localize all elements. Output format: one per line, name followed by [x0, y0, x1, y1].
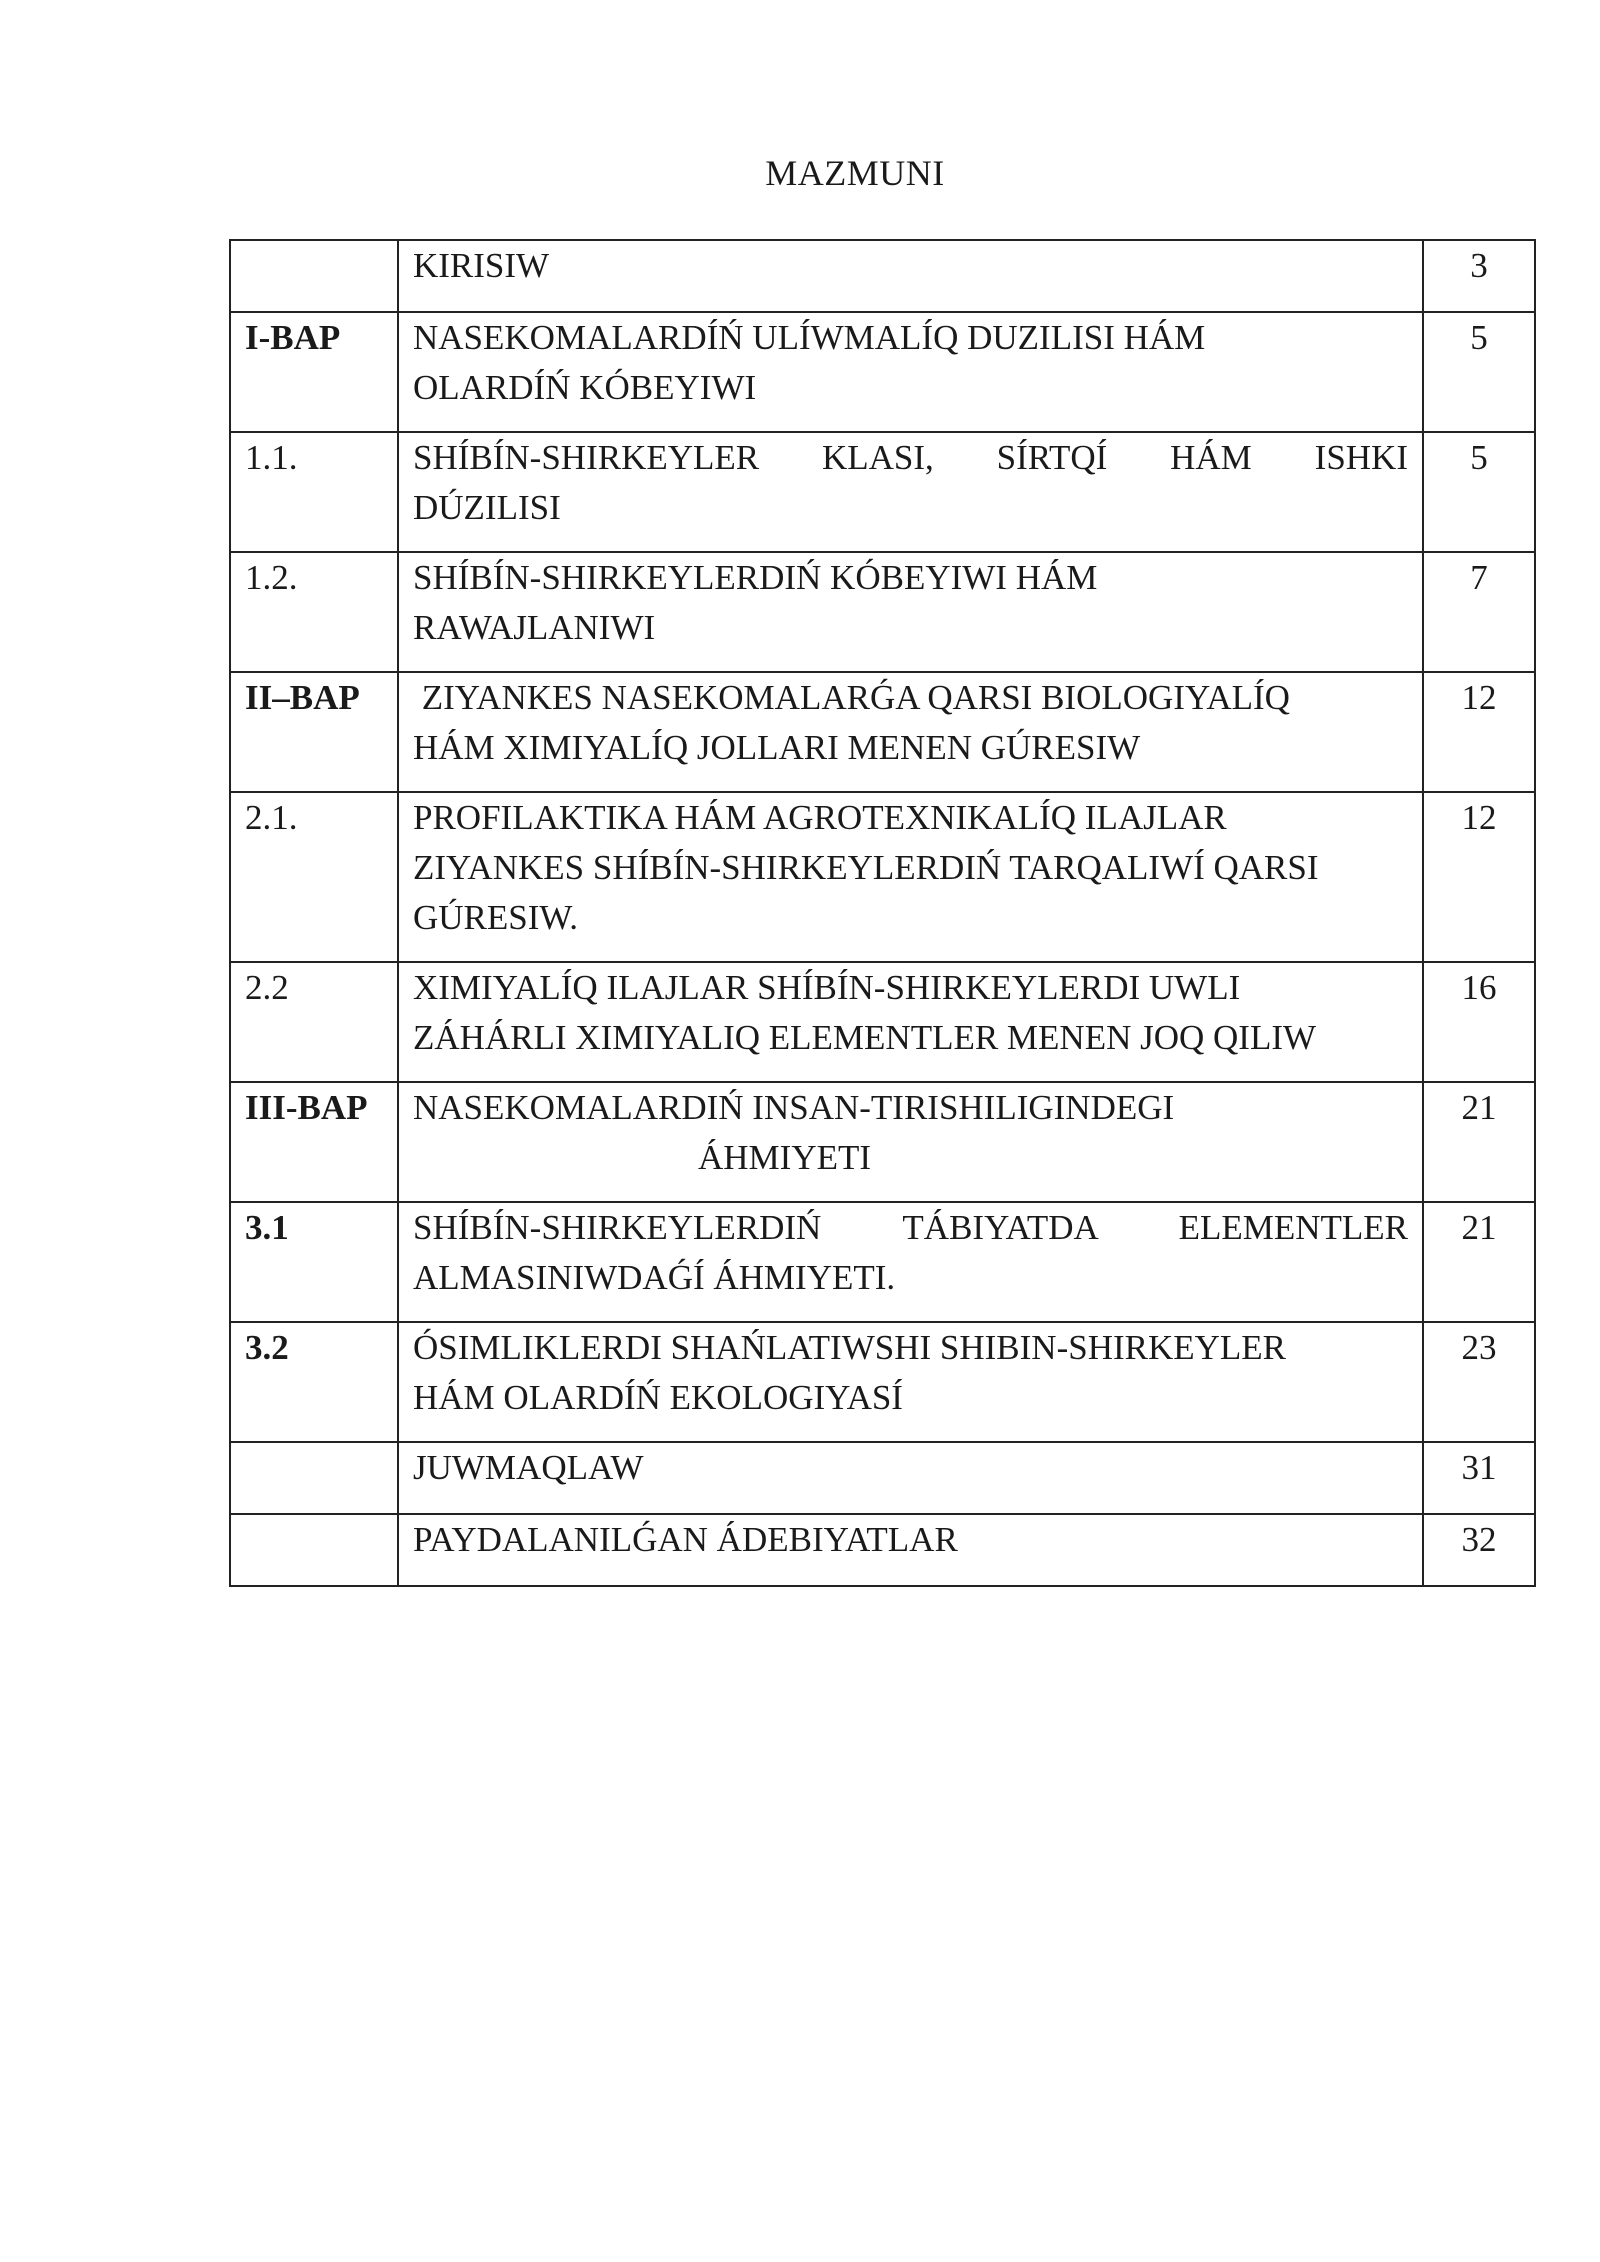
section-title-line: HÁM XIMIYALÍQ JOLLARI MENEN GÚRESIW	[413, 728, 1141, 767]
section-title-line: GÚRESIW.	[413, 898, 578, 937]
section-number: 3.1	[230, 1202, 398, 1322]
section-title-line: ÓSIMLIKLERDI SHAŃLATIWSHI SHIBIN-SHIRKEYLER	[413, 1328, 1287, 1367]
page-number: 5	[1423, 312, 1535, 432]
table-row	[230, 1514, 1535, 1586]
section-title-line: PAYDALANILǴAN ÁDEBIYATLAR	[413, 1520, 958, 1559]
section-number: 1.2.	[230, 552, 398, 672]
page-number: 32	[1423, 1514, 1535, 1586]
table-row	[230, 1442, 1535, 1514]
section-number: 3.2	[230, 1322, 398, 1442]
section-title	[398, 240, 1423, 312]
table-row	[230, 240, 1535, 312]
table-row	[230, 552, 1535, 672]
page-title: MAZMUNI	[765, 153, 945, 193]
section-number: 2.2	[230, 962, 398, 1082]
table-row	[230, 1202, 1535, 1322]
table-row	[230, 962, 1535, 1082]
section-title	[398, 1322, 1423, 1442]
table-row	[230, 672, 1535, 792]
section-title-line: SHÍBÍN-SHIRKEYLERDIŃ KÓBEYIWI HÁM	[413, 558, 1098, 597]
section-title-line: DÚZILISI	[413, 488, 561, 527]
section-title-line: ÁHMIYETI	[698, 1138, 872, 1177]
table-of-contents	[229, 239, 1536, 1587]
section-title	[398, 1202, 1423, 1322]
section-title	[398, 432, 1423, 552]
section-title-line: SHÍBÍN-SHIRKEYLERDIŃ TÁBIYATDA ELEMENTLER	[413, 1208, 1408, 1247]
section-title-line: NASEKOMALARDÍŃ ULÍWMALÍQ DUZILISI HÁM	[413, 318, 1206, 357]
table-row	[230, 1082, 1535, 1202]
section-title-line: HÁM OLARDÍŃ EKOLOGIYASÍ	[413, 1378, 903, 1417]
section-title	[398, 672, 1423, 792]
page-number: 5	[1423, 432, 1535, 552]
page-number: 21	[1423, 1202, 1535, 1322]
section-title-line: SHÍBÍN-SHIRKEYLER KLASI, SÍRTQÍ HÁM ISHKI	[413, 438, 1408, 477]
section-title-line: PROFILAKTIKA HÁM AGROTEXNIKALÍQ ILAJLAR	[413, 798, 1227, 837]
page-number: 21	[1423, 1082, 1535, 1202]
section-title	[398, 1082, 1423, 1202]
section-title-line: ZIYANKES NASEKOMALARǴA QARSI BIOLOGIYALÍQ	[413, 678, 1290, 717]
section-number: II–BAP	[230, 672, 398, 792]
section-title-line: ZÁHÁRLI XIMIYALIQ ELEMENTLER MENEN JOQ QILIW	[413, 1018, 1317, 1057]
section-title-line: KIRISIW	[413, 246, 550, 285]
page-number: 16	[1423, 962, 1535, 1082]
page-number: 31	[1423, 1442, 1535, 1514]
section-title-line: ZIYANKES SHÍBÍN-SHIRKEYLERDIŃ TARQALIWÍ QARSI	[413, 848, 1319, 887]
table-row	[230, 432, 1535, 552]
section-number	[230, 1514, 398, 1586]
section-number	[230, 240, 398, 312]
page-number: 7	[1423, 552, 1535, 672]
section-title	[398, 552, 1423, 672]
section-title-line: ALMASINIWDAǴÍ ÁHMIYETI.	[413, 1258, 896, 1297]
section-title-line: JUWMAQLAW	[413, 1448, 644, 1487]
section-title	[398, 1442, 1423, 1514]
section-title-line: RAWAJLANIWI	[413, 608, 656, 647]
page-number: 12	[1423, 792, 1535, 962]
section-title	[398, 1514, 1423, 1586]
section-title-line: OLARDÍŃ KÓBEYIWI	[413, 368, 757, 407]
section-number: 2.1.	[230, 792, 398, 962]
section-title	[398, 312, 1423, 432]
table-row	[230, 1322, 1535, 1442]
section-title	[398, 962, 1423, 1082]
section-number: III-BAP	[230, 1082, 398, 1202]
section-number	[230, 1442, 398, 1514]
page-number: 12	[1423, 672, 1535, 792]
section-title-line: XIMIYALÍQ ILAJLAR SHÍBÍN-SHIRKEYLERDI UWLI	[413, 968, 1241, 1007]
table-row	[230, 792, 1535, 962]
section-title	[398, 792, 1423, 962]
page-number: 3	[1423, 240, 1535, 312]
table-row	[230, 312, 1535, 432]
section-title-line: NASEKOMALARDIŃ INSAN-TIRISHILIGINDEGI	[413, 1088, 1175, 1127]
section-number: I-BAP	[230, 312, 398, 432]
section-number: 1.1.	[230, 432, 398, 552]
page-number: 23	[1423, 1322, 1535, 1442]
